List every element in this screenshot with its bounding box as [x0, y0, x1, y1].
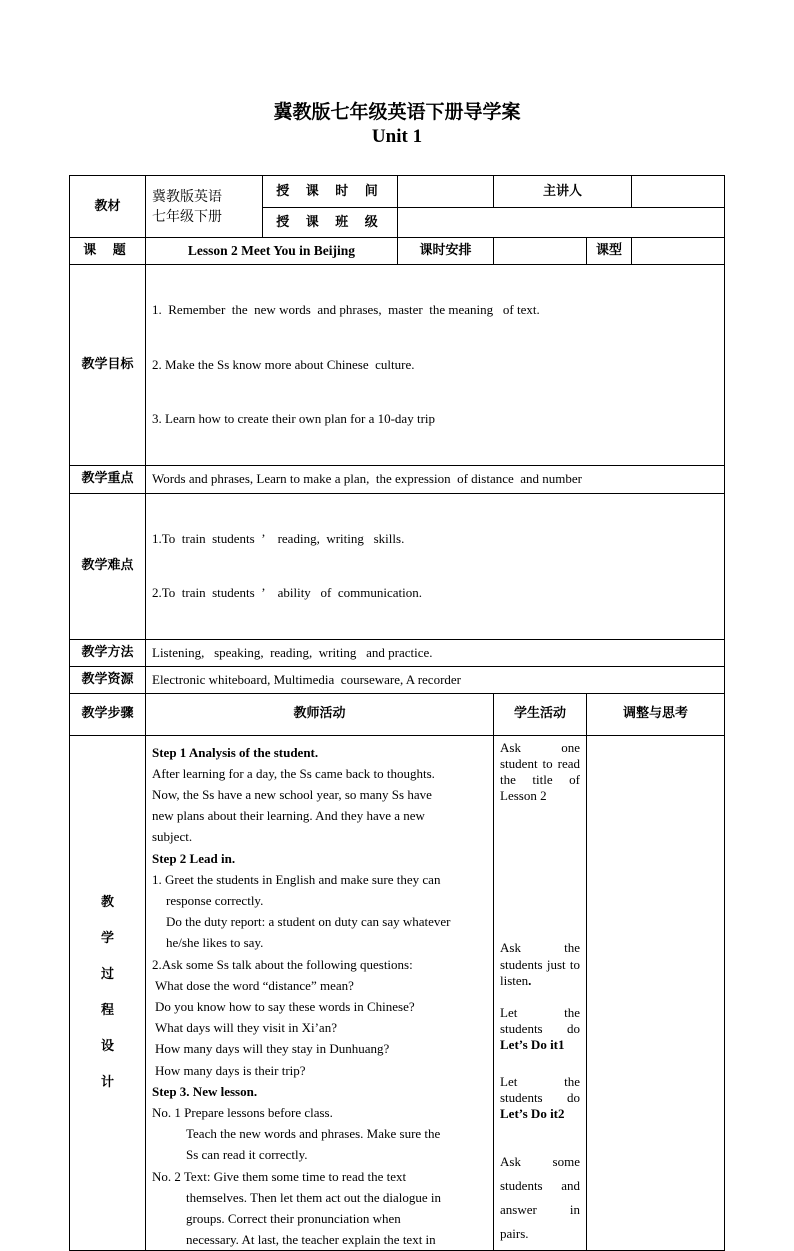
objective-line: 2. Make the Ss know more about Chinese culture. — [152, 356, 415, 372]
teacher-line: 1. Greet the students in English and make sure they can — [152, 871, 441, 887]
process-label — [70, 735, 146, 1251]
teacher-line: new plans about their learning. And they have a new — [152, 808, 425, 824]
speaker-label: 主讲人 — [494, 176, 632, 208]
objectives-content — [146, 265, 725, 466]
key-points-label: 教学重点 — [70, 465, 146, 493]
student-activity-header: 学生活动 — [494, 693, 587, 735]
teacher-line: themselves. Then let them act out the dialogue in — [186, 1189, 441, 1205]
schedule-value — [494, 238, 587, 265]
reflection-header: 调整与思考 — [587, 693, 725, 735]
objective-line: 3. Learn how to create their own plan for a 10-day trip — [152, 411, 436, 426]
teacher-line: Step 3. New lesson. — [152, 1083, 258, 1099]
class-label: 授 课 班 级 — [263, 208, 398, 238]
process-char: 教 — [100, 894, 114, 910]
process-char: 计 — [100, 1074, 114, 1090]
resources-label: 教学资源 — [70, 666, 146, 693]
material-label: 教材 — [70, 176, 146, 238]
topic-label: 课 题 — [70, 238, 146, 265]
teacher-line: No. 2 Text: Give them some time to read the text — [152, 1168, 407, 1184]
teacher-line: What days will they visit in Xi’an? — [155, 1020, 337, 1036]
process-char: 设 — [100, 1038, 114, 1054]
teacher-line: How many days will they stay in Dunhuang? — [155, 1041, 390, 1057]
student-block-5: Ask some students and answer in pairs. — [500, 1154, 580, 1242]
teacher-line: 2.Ask some Ss talk about the following questions: — [152, 956, 413, 972]
teacher-line: Step 1 Analysis of the student. — [152, 744, 319, 760]
difficulty-line: 1.To train students ’ reading, writing skills. — [152, 530, 405, 546]
teacher-line: subject. — [152, 829, 193, 845]
teacher-line: groups. Correct their pronunciation when — [186, 1210, 401, 1226]
lesson-plan-table — [69, 175, 725, 1251]
type-label: 课型 — [587, 238, 632, 265]
objectives-label: 教学目标 — [70, 265, 146, 466]
steps-header-label: 教学步骤 — [70, 693, 146, 735]
student-block-3: Let the students do Let’s Do it1 — [500, 1004, 580, 1053]
process-char: 过 — [100, 966, 114, 982]
teacher-line: No. 1 Prepare lessons before class. — [152, 1104, 333, 1120]
schedule-label: 课时安排 — [398, 238, 494, 265]
teacher-line: necessary. At last, the teacher explain the text in — [186, 1232, 436, 1248]
difficulties-content — [146, 493, 725, 639]
methods-value: Listening, speaking, reading, writing and practice. — [146, 639, 725, 666]
time-label: 授 课 时 间 — [263, 176, 398, 208]
teacher-line: response correctly. — [166, 892, 264, 908]
student-block-4: Let the students do Let’s Do it2 — [500, 1073, 580, 1121]
teacher-line: What dose the word “distance” mean? — [155, 977, 354, 993]
speaker-value — [632, 176, 725, 208]
difficulties-label: 教学难点 — [70, 493, 146, 639]
student-block-1: Ask one student to read the title of Lesson 2 — [500, 739, 580, 804]
key-points-value: Words and phrases, Learn to make a plan, the expression of distance and number — [146, 465, 725, 493]
teacher-activity — [146, 735, 494, 1251]
teacher-line: Ss can read it correctly. — [186, 1147, 308, 1163]
teacher-line: After learning for a day, the Ss came back to thoughts. — [152, 765, 435, 781]
material-line-1: 冀教版英语 — [152, 188, 222, 205]
teacher-line: Do the duty report: a student on duty can say whatever — [166, 914, 451, 930]
teacher-line: How many days is their trip? — [155, 1062, 306, 1078]
material-line-2: 七年级下册 — [152, 208, 222, 225]
page-title: 冀教版七年级英语下册导学案 — [273, 101, 521, 123]
student-activity — [494, 735, 587, 1251]
topic-value: Lesson 2 Meet You in Beijing — [146, 238, 398, 265]
teacher-line: he/she likes to say. — [166, 935, 264, 951]
teacher-line: Now, the Ss have a new school year, so many Ss have — [152, 786, 432, 802]
time-value — [398, 176, 494, 208]
process-char: 学 — [100, 930, 114, 946]
material-value — [146, 176, 263, 238]
resources-value: Electronic whiteboard, Multimedia courseware, A recorder — [146, 666, 725, 693]
process-char: 程 — [100, 1002, 114, 1018]
type-value — [632, 238, 725, 265]
objective-line: 1. Remember the new words and phrases, master the meaning of text. — [152, 302, 540, 317]
teacher-line: Teach the new words and phrases. Make sure the — [186, 1126, 441, 1142]
methods-label: 教学方法 — [70, 639, 146, 666]
class-value — [398, 208, 725, 238]
teacher-line: Step 2 Lead in. — [152, 850, 236, 866]
reflection-cell — [587, 735, 725, 1251]
unit-title: Unit 1 — [371, 126, 423, 147]
difficulty-line: 2.To train students ’ ability of communication. — [152, 585, 422, 600]
teacher-line: Do you know how to say these words in Chinese? — [155, 998, 415, 1014]
student-block-2: Ask the students just to listen. — [500, 940, 580, 988]
teacher-activity-header: 教师活动 — [146, 693, 494, 735]
